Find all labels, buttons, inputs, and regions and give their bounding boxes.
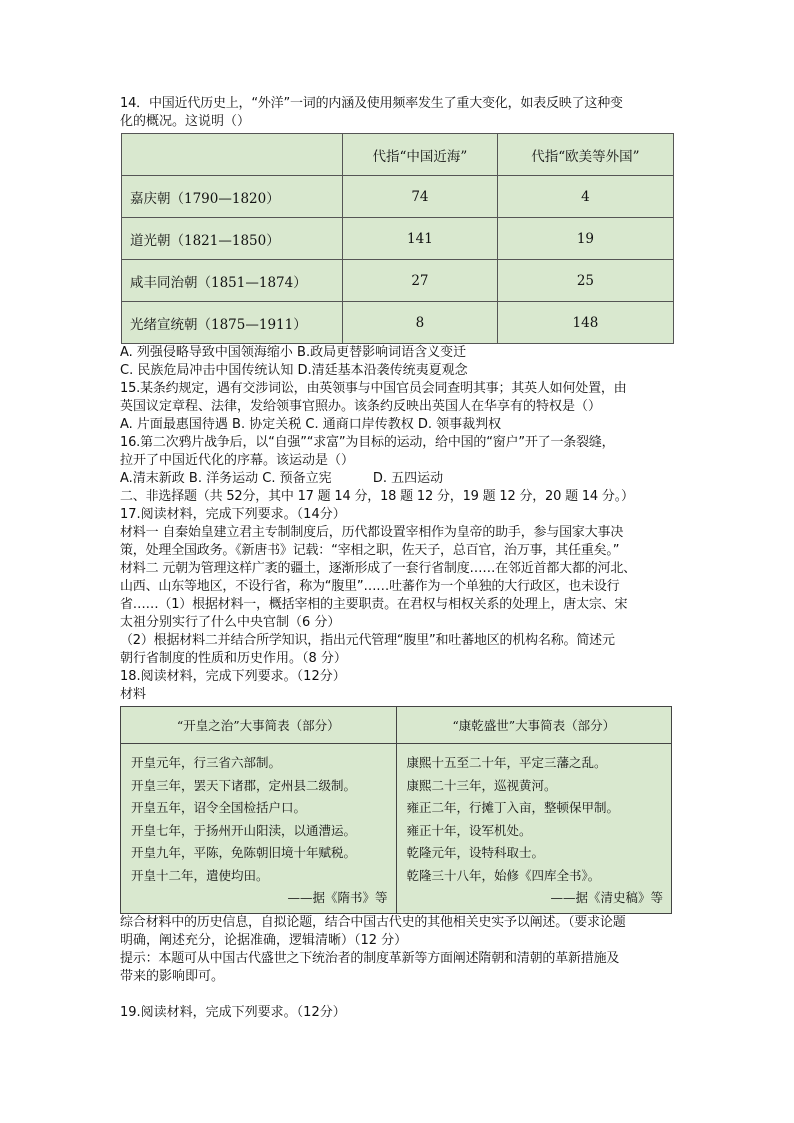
event-item: 康熙十五至二十年，平定三藩之乱。	[406, 755, 607, 770]
q14-options-ab: A. 列强侵略导致中国领海缩小 B.政局更替影响词语含义变迁	[120, 345, 467, 360]
section-2-heading: 二、非选择题（共 52分，其中 17 题 14 分，18 题 12 分，19 题 12 分，20 题 14 分。）	[120, 489, 634, 504]
event-item: 雍正二年，行摊丁入亩，整顿保甲制。	[406, 800, 620, 815]
q14-stem-line-1: 14．中国近代历史上，“外洋”一词的内涵及使用频率发生了重大变化，如表反映了这种变	[120, 96, 623, 111]
q14-options-cd: C. 民族危局冲击中国传统认知 D.清廷基本沿袭传统夷夏观念	[120, 363, 468, 378]
event-item: 雍正十年，设军机处。	[406, 822, 532, 838]
table-row	[122, 176, 674, 218]
event-item: 乾隆三十八年，始修《四库全书》。	[406, 867, 601, 883]
table-row	[122, 302, 674, 344]
q17-requirement-2-line-1: （2）根据材料二并结合所学知识，指出元代管理“腹里”和吐蕃地区的机构名称。简述元	[120, 633, 615, 648]
table-row	[122, 218, 674, 260]
q17-material-2-line-3: 省……（1）根据材料一，概括宰相的主要职责。在君权与相权关系的处理上，唐太宗、宋	[120, 597, 628, 612]
q17-material-1-line-1: 材料一 自秦始皇建立君主专制制度后，历代都设置宰相作为皇帝的助手，参与国家大事决	[120, 525, 624, 540]
q17-material-2-line-2: 山西、山东等地区，不设行省，称为“腹里”……吐蕃作为一个单独的大行政区，也未设行	[120, 579, 620, 594]
event-item: 开皇元年，行三省六部制。	[131, 755, 282, 770]
table-cell: 148	[497, 302, 673, 344]
q17-material-1-line-2: 策，处理全国政务。《新唐书》记载：“宰相之职，佐天子，总百官，治万事，其任重矣。”	[120, 543, 620, 558]
source-citation: ——据《清史稿》等	[550, 890, 663, 905]
table-cell: 27	[343, 260, 498, 302]
event-item: 开皇七年，于扬州开山阳渎，以通漕运。	[131, 822, 357, 838]
q17-material-2-line-1: 材料二 元朝为管理这样广袤的疆土，逐渐形成了一套行省制度……在邻近首都大都的河北、	[120, 561, 636, 576]
q17-material-2-line-4: 太祖分别实行了什么中央官制（6 分）	[120, 615, 341, 630]
q18-requirement-line-1: 综合材料中的历史信息，自拟论题，结合中国古代史的其他相关史实予以阐述。（要求论题	[120, 915, 626, 930]
table-row	[122, 260, 674, 302]
event-item: 开皇三年，罢天下诸郡，定州县二级制。	[131, 777, 357, 793]
event-item: 乾隆元年，设特科取士。	[406, 845, 545, 860]
q15-options: A. 片面最惠国待遇 B. 协定关税 C. 通商口岸传教权 D. 领事裁判权	[120, 417, 502, 432]
q16-line-1: 16.第二次鸦片战争后，以“自强”“求富”为目标的运动，给中国的“窗户”开了一条裂缝，	[120, 435, 615, 450]
event-item: 开皇九年，平陈，免陈朝旧境十年赋税。	[131, 845, 357, 860]
left-table-header: “开皇之治”大事简表（部分）	[121, 707, 397, 744]
q14-stem-line-2: 化的概况。这说明（）	[120, 114, 251, 129]
event-item: 康熙二十三年，巡视黄河。	[406, 777, 557, 793]
table-cell: 道光朝（1821—1850）	[122, 218, 343, 260]
table-header-cell: 代指“中国近海”	[343, 134, 498, 176]
q14-table	[121, 133, 674, 344]
spacer	[120, 986, 680, 1004]
q15-line-1: 15.某条约规定，遇有交涉词讼，由英领事与中国官员会同查明其事；其英人如何处置，由	[120, 381, 627, 396]
q16-line-2: 拉开了中国近代化的序幕。该运动是（）	[120, 453, 355, 468]
exam-page	[120, 95, 680, 1022]
table-cell: 嘉庆朝（1790—1820）	[122, 176, 343, 218]
q18-material-label: 材料	[120, 687, 147, 702]
event-item: 开皇五年，诏令全国检括户口。	[131, 800, 307, 815]
q18-hint-line-1: 提示：本题可从中国古代盛世之下统治者的制度革新等方面阐述隋朝和清朝的革新措施及	[120, 951, 620, 966]
event-item: 开皇十二年，遣使均田。	[131, 867, 269, 883]
table-cell: 74	[343, 176, 498, 218]
kaihuang-events-cell	[121, 744, 397, 914]
q17-title: 17.阅读材料，完成下列要求。（14分）	[120, 507, 346, 522]
q15-line-2: 英国议定章程、法律，发给领事官照办。该条约反映出英国人在华享有的特权是（）	[120, 399, 602, 414]
table-cell: 19	[497, 218, 673, 260]
q18-events-table	[120, 706, 672, 914]
q18-requirement-line-2: 明确，阐述充分，论据准确，逻辑清晰）（12 分）	[120, 933, 408, 948]
table-header-cell	[122, 134, 343, 176]
q16-options: A.清末新政 B. 洋务运动 C. 预备立宪 D. 五四运动	[120, 471, 444, 486]
q18-hint-line-2: 带来的影响即可。	[120, 969, 225, 984]
table-cell: 141	[343, 218, 498, 260]
table-header-row	[122, 134, 674, 176]
table-cell: 4	[497, 176, 673, 218]
q17-requirement-2-line-2: 朝行省制度的性质和历史作用。（8 分）	[120, 651, 347, 666]
table-cell: 8	[343, 302, 498, 344]
table-header-cell: 代指“欧美等外国”	[497, 134, 673, 176]
table-row	[121, 744, 672, 914]
table-cell: 咸丰同治朝（1851—1874）	[122, 260, 343, 302]
table-header-row	[121, 707, 672, 744]
q19-title: 19.阅读材料，完成下列要求。（12分）	[120, 1005, 346, 1020]
q18-title: 18.阅读材料，完成下列要求。（12分）	[120, 669, 346, 684]
table-cell: 25	[497, 260, 673, 302]
source-citation: ——据《隋书》等	[287, 890, 388, 905]
kangqian-events-cell	[396, 744, 672, 914]
table-cell: 光绪宣统朝（1875—1911）	[122, 302, 343, 344]
right-table-header: “康乾盛世”大事简表（部分）	[396, 707, 672, 744]
